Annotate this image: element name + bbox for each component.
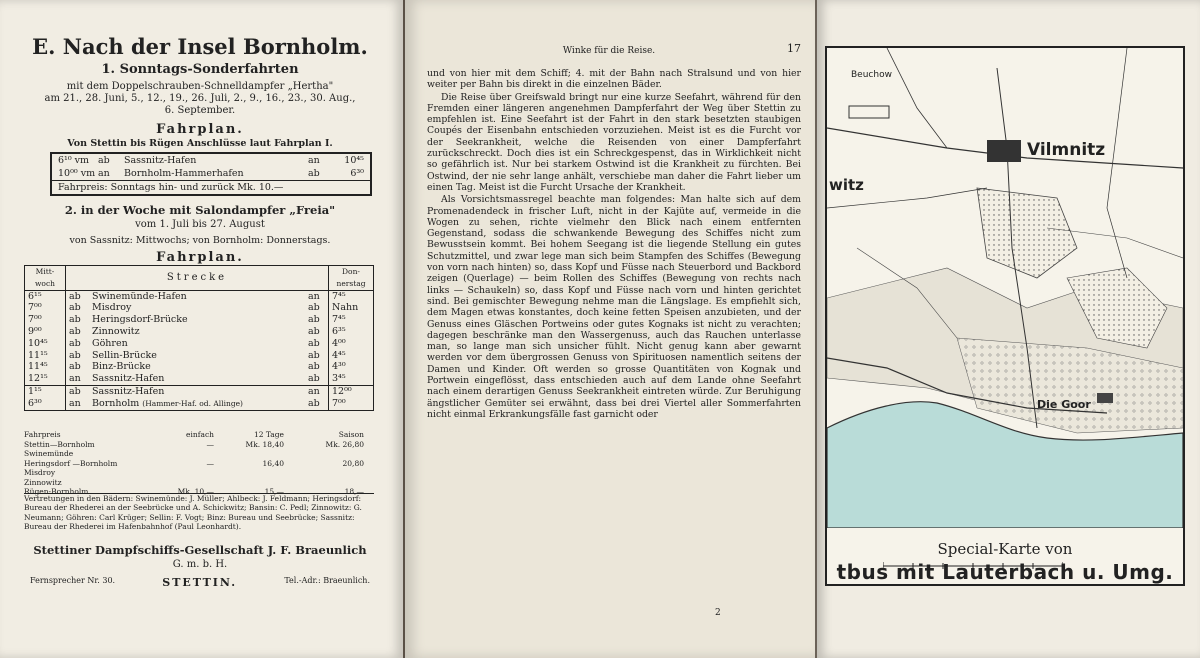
station: Göhren [92,337,128,349]
fare-season [284,449,364,459]
section2-title: 2. in der Woche mit Salondampfer „Freia" [64,203,336,217]
direction-return: ab [305,314,329,326]
fare-row [24,478,374,488]
fare-season [284,468,364,478]
direction-return: ab [305,361,329,373]
fare-single [144,478,214,488]
fare-season: 20,80 [342,458,364,468]
fare-header-12days: 12 Tage [253,430,284,439]
phone-number: Fernsprecher Nr. 30. [30,576,116,585]
section2-dates: vom 1. Juli bis 27. August [135,219,265,230]
table-row [25,302,374,314]
station: Sassnitz-Hafen [92,373,165,385]
direction: ab [69,314,81,326]
fare-12days: Mk. 18,40 [245,439,284,449]
paragraph: und von hier mit dem Schiff; 4. mit der Bahn nach Stralsund und von hier weiter per Bahn bis direkt in die einzelnen Bäder. [427,68,801,91]
table-row [25,314,374,326]
direction: ab [69,325,81,337]
fare-header-season: Saison [338,430,364,439]
label-die-goor: Die Goor [1037,398,1091,411]
fare-table [24,430,374,497]
time-wednesday: 11¹⁵ [25,350,66,362]
fare-route: Misdroy [24,468,56,477]
map-frame [825,46,1185,586]
page-number: 17 [787,42,801,55]
fare-row [24,449,374,459]
time-wednesday: 7⁰⁰ [25,314,66,326]
station: Binz-Brücke [92,361,151,373]
direction-return: ab [305,302,329,314]
station: Zinnowitz [92,325,140,337]
direction: ab [69,349,81,361]
schedule-box-sunday [50,152,372,196]
city-name: STETTIN. [162,576,238,589]
time-thursday: 3⁴⁵ [332,373,346,385]
fare-single: — [206,439,214,449]
time-wednesday: 9⁰⁰ [25,326,66,338]
fare-12days [214,449,284,459]
table-row [25,385,374,397]
paragraph: Die Reise über Greifswald bringt nur eine kurze Seefahrt, während für den Fremden einer längeren angenehmen Dampferfahrt der Weg über Stettin zu empfehlen ist. Eine Seefahrt ist der Fahrt in den stark besetzten staubigen Coupés der Eisenbahn entschieden vorzuziehen. Meist ist es die Furcht vor der Seekrankheit, welche die Reisenden von einer Dampferfahrt zurückschreckt. Doch dies ist ein Schreckgespenst, das in Wirklichkeit nicht so gefährlich ist. Nur bei starkem Ostwind ist die Krankheit zu fürchten. Bei Ostwind, der nie sehr lange anhält, verschiebe man daher die Fahrt lieber um einen Tag. Meist ist die Furcht Ursache der Krankheit. [427,91,801,193]
section1-desc-line2: am 21., 28. Juni, 5., 12., 19., 26. Juli, 2., 9., 16., 23., 30. Aug., [44,93,356,104]
agencies-text: Vertretungen in den Bädern: Swinemünde: J. Müller; Ahlbeck: J. Feldmann; Heringsdorf: Bureau der Rhederei an der Seebrücke und A. Schickwitz; Bansin: C. Pedl; Zinnowitz: G. Neumann; Göhren: Carl Krüger; Sellin: F. Vogt; Binz: Bureau und Seebrücke; Sassnitz: Bureau der Rhederei im Hafenbahnhof (Paul Leonhardt). [24,493,374,531]
direction-return: ab [305,398,329,410]
fare-season: Mk. 26,80 [325,439,364,449]
fare-route: Zinnowitz [24,477,62,487]
direction: ab [69,361,81,373]
section1-desc-line1: mit dem Doppelschrauben-Schnelldampfer „Hertha" [66,81,334,92]
running-header: Winke für die Reise. [562,46,656,56]
col-header-thursday: Don-nerstag [329,266,374,291]
time-wednesday: 11⁴⁵ [25,361,66,373]
time-wednesday: 7⁰⁰ [25,302,66,314]
fare-route: Swinemünde [24,449,74,458]
fare-row [24,468,374,478]
section2-days: von Sassnitz: Mittwochs; von Bornholm: Donnerstags. [69,235,331,246]
station: Heringsdorf-Brücke [92,314,188,326]
section1-desc-line3: 6. September. [164,105,236,116]
station: Sassnitz-Hafen [124,155,197,166]
direction: an [69,373,81,385]
fahrplan1-subtitle: Von Stettin bis Rügen Anschlüsse laut Fahrplan I. [67,138,333,149]
map-title-line1: Special-Karte von [937,540,1073,558]
fare-row [24,440,374,450]
company-footer [30,576,370,589]
fare-route: Heringsdorf —Bornholm [24,458,118,468]
time-thursday: 7⁴⁵ [332,314,346,326]
fare-row [24,459,374,469]
scale-bar [883,558,1063,572]
fahrplan1-title: Fahrplan. [156,122,244,137]
fare-season [284,478,364,488]
direction: an [98,168,110,179]
middle-page [405,0,815,658]
table-row [25,398,374,410]
fare-header [24,430,374,440]
telegram-address: Tel.-Adr.: Braeunlich. [284,576,370,585]
fare-12days [214,478,284,488]
direction-return: ab [305,326,329,338]
section1-title: 1. Sonntags-Sonderfahrten [101,62,299,77]
schedule-table-weekday [24,265,374,411]
table-row [25,350,374,362]
company-form: G. m. b. H. [172,559,228,570]
time-out: 10⁰⁰ vm [58,168,96,179]
paragraph: Als Vorsichtsmassregel beachte man folgendes: Man halte sich auf dem Promenadendeck in frischer Luft, nicht in der Kajüte auf, vermeide in die Wogen zu sehen, richte vielmehr den Blick nach einem entfernten Gegenstand, sodass die schwankende Bewegung des Schiffes nicht zum Bewusstsein kommt. Bei hohem Seegang ist die liegende Stellung ein gutes Schutzmittel, und zwar lege man sich beim Stampfen des Schiffes (Bewegung von vorn nach hinten) so, dass Kopf und Füsse nach Steuerbord und Backbord zeigen (Querlage) — beim Rollen des Schiffes (Bewegung von rechts nach links — Schaukeln) so, dass Kopf und Füsse nach vorn und hinten gerichtet sind. Bei gemischter Bewegung nehme man die Längslage. Es empfiehlt sich, dem Magen etwas konstantes, doch keine fetten Speisen anzubieten, und der Genuss eines Gläschen Portweins oder gutes Kognaks ist nicht zu verachten; dagegen beschränke man den Wassergenuss, auch das Rauchen unterlasse man, so lange man sich unsicher fühlt. Nicht genug kann aber gewarnt werden vor dem übergrossen Genuss von Spirituosen namentlich seitens der Damen und Kinder. Oft werden so grosse Quantitäten von Kognak und Portwein eingeflösst, dass entschieden auch auf dem Lande ohne Seefahrt nach einem derartigen Genuss Seekrankheit eintreten würde. Zur Beruhigung ängstlicher Gemüter sei erwähnt, dass bei drei Viertel aller Sommerfahrten nicht einmal Erkrankungsfälle fast garnicht oder [427,194,801,420]
direction: ab [69,302,81,314]
fare-12days: 15,— [264,487,284,496]
table-row [25,338,374,350]
time-thursday: 4⁰⁰ [332,337,346,349]
direction-return: an [308,155,320,166]
label-witz: witz [829,176,864,194]
time-return: 6³⁰ [350,168,364,179]
signature-mark: 2 [715,608,721,618]
company-name: Stettiner Dampfschiffs-Gesellschaft J. F. Braeunlich [33,543,367,557]
time-thursday: Nahn [332,302,359,314]
label-beuchow: Beuchow [851,70,892,80]
fare-single [144,449,214,459]
label-vilmnitz: Vilmnitz [1027,140,1106,160]
station-name: Bornholm [92,397,140,409]
direction-return: an [305,290,329,302]
station-note: (Hammer-Haf. od. Allinge) [142,398,243,408]
station: Sellin-Brücke [92,349,157,361]
table-row [25,361,374,373]
village-vilmnitz [987,140,1021,162]
direction: ab [98,155,110,166]
direction: an [69,397,81,409]
direction-return: ab [308,168,320,179]
table-row [25,326,374,338]
fahrplan2-title: Fahrplan. [156,250,244,265]
time-wednesday: 6³⁰ [25,398,66,410]
col-header-route: Strecke [66,266,329,291]
station: Bornholm-Hammerhafen [124,168,244,179]
table-row [25,373,374,385]
body-text [427,68,801,420]
station: Swinemünde-Hafen [92,290,187,302]
time-thursday: 7⁴⁵ [332,290,346,302]
direction: ab [69,290,81,302]
fare-single: — [206,458,214,468]
time-thursday: 4³⁰ [332,361,346,373]
time-wednesday: 12¹⁵ [25,373,66,385]
direction-return: an [305,385,329,397]
direction-return: ab [305,338,329,350]
direction-return: ab [305,373,329,385]
village-goor [1097,393,1113,403]
time-thursday: 7⁰⁰ [332,397,346,409]
fare-header-label: Fahrpreis [24,430,61,439]
station: Sassnitz-Hafen [89,385,305,397]
direction: ab [69,337,81,349]
time-out: 6¹⁰ vm [58,155,90,166]
fare-price: Fahrpreis: Sonntags hin- und zurück Mk. 10.— [52,180,370,194]
schedule-row [52,167,370,180]
fare-12days [214,468,284,478]
time-wednesday: 10⁴⁵ [25,338,66,350]
time-thursday: 6³⁵ [332,325,346,337]
direction: ab [66,385,90,397]
col-header-wednesday: Mitt-woch [25,266,66,291]
fare-route: Stettin—Bornholm [24,439,95,449]
fare-season: 18,— [344,487,364,496]
station: Misdroy [92,302,132,314]
time-thursday: 4⁴⁵ [332,349,346,361]
fare-header-single: einfach [186,430,214,439]
map-title-line2: tbus mit Lauterbach u. Umg. [836,560,1174,584]
time-return: 10⁴⁵ [344,155,364,166]
fare-single: Mk. 10,— [177,487,214,496]
right-page [817,0,1200,658]
fare-12days: 16,40 [262,458,284,468]
fare-route: Rügen-Bornholm [24,487,89,496]
map-drawing [827,48,1183,528]
time-thursday: 12⁰⁰ [329,385,374,397]
station [89,398,305,410]
left-page [0,0,403,658]
time-wednesday: 6¹⁵ [25,290,66,302]
page-title: E. Nach der Insel Bornholm. [32,34,368,59]
schedule-row [52,154,370,167]
direction-return: ab [305,350,329,362]
table-row [25,290,374,302]
time-wednesday: 1¹⁵ [25,385,66,397]
section1-description [14,81,386,117]
fare-single [144,468,214,478]
